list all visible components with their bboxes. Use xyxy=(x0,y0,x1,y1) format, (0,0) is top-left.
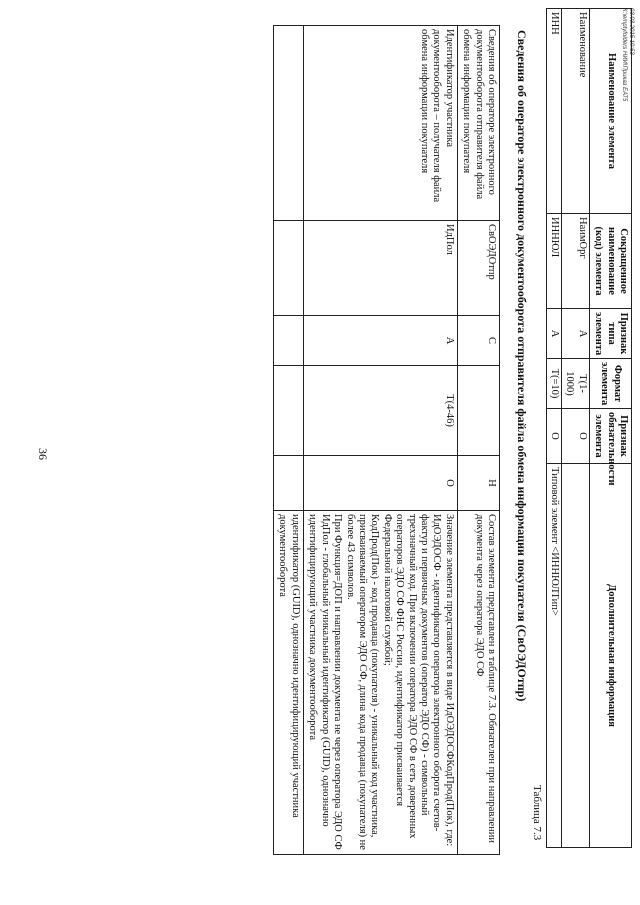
table-title: Сведения об операторе электронного документооборота отправителя файла обмена информации покупателя (СвОЭДОтпр) xyxy=(515,30,529,702)
table-row xyxy=(457,26,499,855)
cell-info: Типовой элемент <ИННЮЛТип> xyxy=(546,464,561,848)
header-cell: Признак обязательности элемента xyxy=(589,409,631,464)
cell-code: НаимОрг xyxy=(561,214,589,309)
info-paragraph: Значение элемента представляется в виде ИдОЭДОСФКодПрод(Пок), где: xyxy=(443,514,455,847)
cell-required: О xyxy=(303,456,457,511)
page-number: 36 xyxy=(36,448,50,460)
cell-format xyxy=(274,366,304,456)
info-paragraph: идентификатор (GUID), однозначно идентифицирующий участника документооборота xyxy=(277,514,301,818)
cell-type: А xyxy=(546,309,561,359)
cell-code: СвОЭДОтпр xyxy=(457,221,499,316)
cell-format: T(1-1000) xyxy=(561,359,589,409)
cell-required: О xyxy=(546,409,561,464)
stamp-line: 03.03.2015 10:53 xyxy=(628,8,634,55)
table-row xyxy=(546,9,561,848)
cell-required xyxy=(274,456,304,511)
table-number: Таблица 7.3 xyxy=(531,785,543,841)
info-paragraph: Состав элемента представлен в таблице 7.3. Обязателен при направлении документа через оператора ЭДО СФ xyxy=(473,514,497,843)
header-cell: Наименование элемента xyxy=(589,9,631,214)
table-header-row xyxy=(589,9,631,848)
cell-info xyxy=(274,511,304,855)
cell-type xyxy=(274,316,304,366)
cell-format: T(4-46) xyxy=(303,366,457,456)
cell-required: О xyxy=(561,409,589,464)
table-row xyxy=(303,26,457,855)
header-cell: Дополнительная информация xyxy=(589,464,631,848)
cell-name xyxy=(274,26,304,221)
cell-type: А xyxy=(561,309,589,359)
cell-name: Наименование xyxy=(561,9,589,214)
cell-info xyxy=(303,511,457,855)
table-row xyxy=(561,9,589,848)
info-paragraph: При Функция=ДОП и направлении документа не через оператора ЭДО СФ ИдПол - глобальный уникальный идентификатор (GUID), однозначно идентифицирующий участника документооборота xyxy=(307,514,344,850)
cell-info xyxy=(457,511,499,855)
cell-info xyxy=(561,464,589,848)
cell-name: Идентификатор участника документооборота – получателя файла обмена информации покупателя xyxy=(303,26,457,221)
cell-name: Сведения об операторе электронного документооборота отправителя файла обмена информации покупателя xyxy=(457,26,499,221)
info-paragraph: КодПрод(Пок) - код продавца (покупателя) - уникальный код участника, присваиваемый оператором ЭДО СФ, длина кода продавца (покупателя) не более 43 символов. xyxy=(344,514,381,850)
info-paragraph: ИдОЭДОСФ - идентификатор оператора электронного оборота счетов-фактур и первичных документов (оператор ЭДО СФ) - символьный трехзначный код. При включении оператора ЭДО СФ в сеть доверенных операторов ЭДО СФ ФНС России, идентификатор присваивается Федеральной налоговой службой; xyxy=(381,514,443,839)
table-row xyxy=(274,26,304,855)
header-cell: Сокращенное наименование (код) элемента xyxy=(589,214,631,309)
header-cell: Формат элемента xyxy=(589,359,631,409)
table-7-3 xyxy=(546,8,632,848)
cell-code: ИдПол xyxy=(303,221,457,316)
header-cell: Признак типа элемента xyxy=(589,309,631,359)
cell-code: ИННЮЛ xyxy=(546,214,561,309)
cell-required: Н xyxy=(457,456,499,511)
cell-format xyxy=(457,366,499,456)
stamp-line: К:\emptyfolders НИИ\Приказ ЕАТ5 xyxy=(621,8,627,102)
cell-code xyxy=(274,221,304,316)
cell-format: T(=10) xyxy=(546,359,561,409)
cell-type: А xyxy=(303,316,457,366)
cell-type: С xyxy=(457,316,499,366)
cell-name: ИНН xyxy=(546,9,561,214)
continued-table xyxy=(273,25,500,855)
